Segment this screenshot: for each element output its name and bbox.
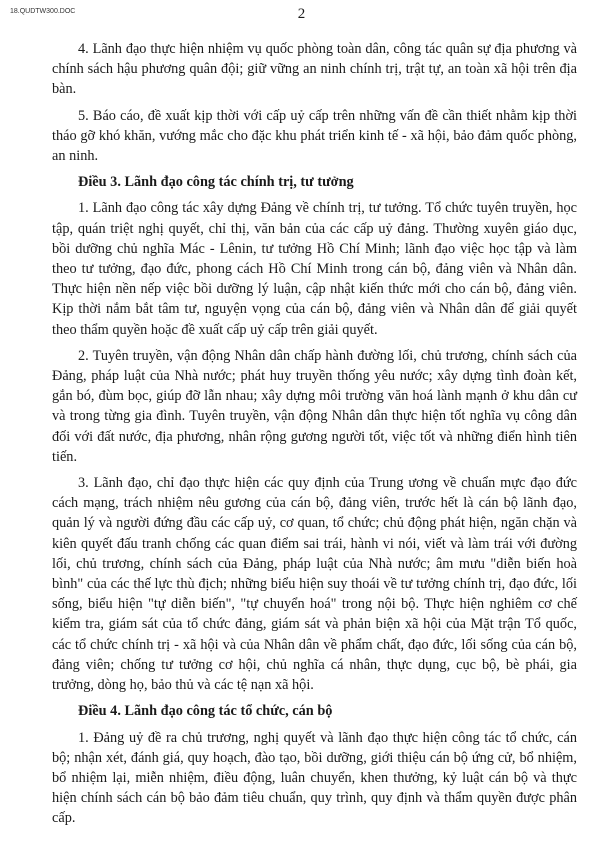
article-4-clause-1: 1. Đảng uỷ đề ra chủ trương, nghị quyết và lãnh đạo thực hiện công tác tổ chức, cán bộ; nhận xét, đánh giá, quy hoạch, đào tạo, bồi dưỡng, giới thiệu cán bộ ứng cử, bổ nhiệm, bổ nhiệm lại, miễn nhiệm, điều động, luân chuyển, khen thưởng, kỷ luật cán bộ và thực hiện chính sách cán bộ bảo đảm tiêu chuẩn, quy trình, quy định và thẩm quyền được phân cấp. — [52, 729, 577, 827]
article-3-clause-2: 2. Tuyên truyền, vận động Nhân dân chấp hành đường lối, chủ trương, chính sách của Đảng, pháp luật của Nhà nước; phát huy truyền thống yêu nước; xây dựng tình đoàn kết, gắn bó, đùm bọc, giúp đỡ lẫn nhau; xây dựng môi trường văn hoá lành mạnh ở khu dân cư và trong từng gia đình. Tuyên truyền, vận động Nhân dân thực hiện tốt nghĩa vụ công dân đối với đất nước, địa phương, nhân rộng gương người tốt, việc tốt và những điển hình tiên tiến. — [52, 347, 577, 465]
article-4-heading: Điều 4. Lãnh đạo công tác tổ chức, cán bộ — [78, 703, 333, 720]
paragraph-5: 5. Báo cáo, đề xuất kịp thời với cấp uỷ cấp trên những vấn đề cần thiết nhằm kịp thời tháo gỡ khó khăn, vướng mắc cho đặc khu phát triển kinh tế - xã hội, bảo đảm quốc phòng, an ninh. — [52, 107, 577, 165]
paragraph-4: 4. Lãnh đạo thực hiện nhiệm vụ quốc phòng toàn dân, công tác quân sự địa phương và chính sách hậu phương quân đội; giữ vững an ninh chính trị, trật tự, an toàn xã hội trên địa bàn. — [52, 41, 577, 98]
article-3-heading: Điều 3. Lãnh đạo công tác chính trị, tư tưởng — [78, 174, 354, 191]
article-3-clause-1: 1. Lãnh đạo công tác xây dựng Đảng về chính trị, tư tưởng. Tổ chức tuyên truyền, học tập, quán triệt nghị quyết, chỉ thị, văn bản của các cấp uỷ đảng. Thường xuyên giáo dục, bồi dưỡng chủ nghĩa Mác - Lênin, tư tưởng Hồ Chí Minh; lãnh đạo việc học tập và làm theo tư tưởng, đạo đức, phong cách Hồ Chí Minh trong cán bộ, đảng viên và Nhân dân. Thực hiện nền nếp việc bồi dưỡng lý luận, cập nhật kiến thức mới cho cán bộ, đảng viên. Kịp thời nắm bắt tâm tư, nguyện vọng của cán bộ, đảng viên và Nhân dân để giải quyết theo thẩm quyền hoặc đề xuất cấp uỷ cấp trên giải quyết. — [52, 200, 577, 338]
article-3-clause-3: 3. Lãnh đạo, chỉ đạo thực hiện các quy định của Trung ương về chuẩn mực đạo đức cách mạng, trách nhiệm nêu gương của cán bộ, đảng viên, trước hết là cán bộ lãnh đạo, quản lý và người đứng đầu các cấp uỷ, cơ quan, tổ chức; chủ động phát hiện, ngăn chặn và kiên quyết đấu tranh chống các quan điểm sai trái, hành vi nói, viết và làm trái với đường lối, chủ trương, chính sách của Đảng, pháp luật của Nhà nước; âm mưu "diễn biến hoà bình" của các thế lực thù địch; những biểu hiện suy thoái về tư tưởng chính trị, đạo đức, lối sống, biểu hiện "tự diễn biến", "tự chuyển hoá" trong nội bộ. Thực hiện nghiêm cơ chế kiểm tra, giám sát của tổ chức đảng, giám sát và phản biện xã hội của Mặt trận Tổ quốc, các tổ chức chính trị - xã hội và của Nhân dân về phẩm chất, đạo đức, lối sống của cán bộ, đảng viên; chống tư tưởng cơ hội, chủ nghĩa cá nhân, thực dụng, cục bộ, bè phái, gia trưởng, dòng họ, bảo thủ và các tệ nạn xã hội. — [52, 475, 577, 694]
document-body — [52, 39, 577, 835]
page-number: 2 — [297, 6, 306, 22]
file-tag: 18.QUDTW300.DOC — [10, 8, 76, 15]
